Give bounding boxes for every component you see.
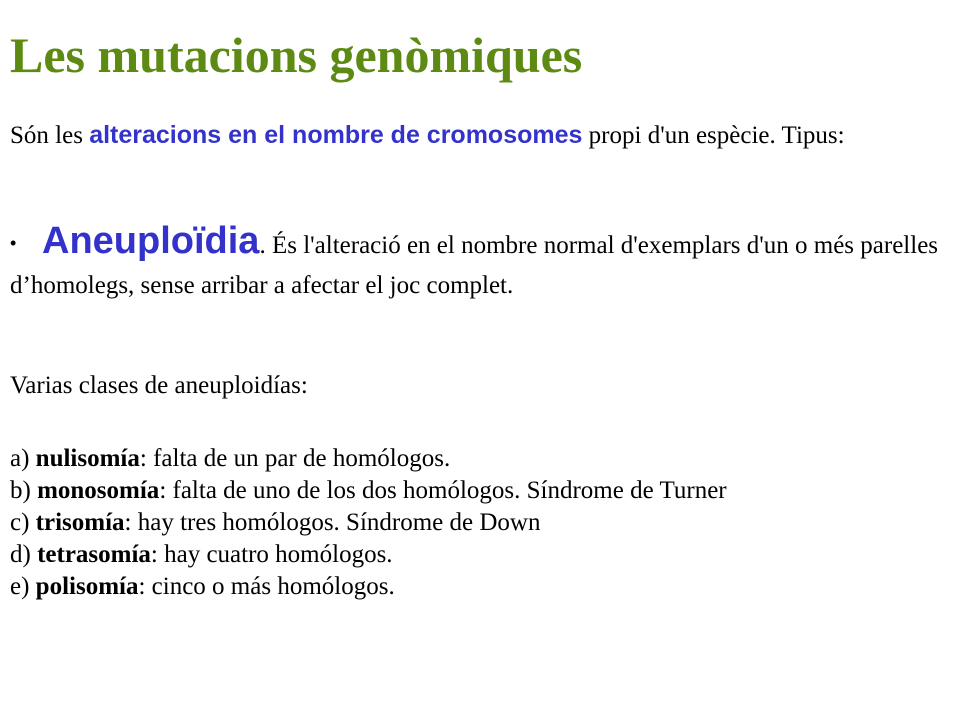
- list-item-letter: a): [10, 445, 36, 472]
- list-item: [10, 443, 955, 475]
- intro-paragraph: [10, 116, 950, 155]
- list-item-description: : falta de un par de homólogos.: [139, 445, 451, 472]
- list-item-term: polisomía: [35, 573, 139, 600]
- list-item-description: : falta de uno de los dos homólogos. Síndrome de Turner: [159, 477, 727, 504]
- list-item: [10, 507, 955, 539]
- slide-title: Les mutacions genòmiques: [10, 27, 583, 83]
- list-item-description: : hay tres homólogos. Síndrome de Down: [124, 509, 541, 536]
- list-item-letter: d): [10, 541, 38, 568]
- list-item-letter: c): [10, 509, 36, 536]
- list-item-letter: e): [10, 573, 36, 600]
- list-item-term: monosomía: [37, 477, 160, 504]
- list-item: [10, 475, 955, 507]
- aneuploidia-paragraph: [10, 221, 955, 306]
- intro-text-after: propi d'un espècie. Tipus:: [582, 122, 845, 149]
- list-item: [10, 539, 955, 571]
- list-item-letter: b): [10, 477, 38, 504]
- classes-heading: Varias clases de aneuploidías:: [10, 372, 308, 399]
- list-item-description: : hay cuatro homólogos.: [150, 541, 393, 568]
- intro-highlight: alteracions en el nombre de cromosomes: [89, 121, 583, 149]
- list-item-term: nulisomía: [35, 445, 140, 472]
- classes-list: [10, 443, 955, 603]
- list-item-term: trisomía: [35, 509, 125, 536]
- list-item: [10, 571, 955, 603]
- aneuploidia-term: Aneuploïdia: [42, 220, 260, 262]
- list-item-term: tetrasomía: [37, 541, 151, 568]
- intro-text-before: Són les: [10, 122, 90, 149]
- list-item-description: : cinco o más homólogos.: [138, 573, 395, 600]
- aneuploidia-definition: . És l'alteració en el nombre normal d'exemplars d'un o més parelles d’homolegs, sense arribar a afectar el joc complet.: [10, 232, 939, 299]
- bullet-icon: •: [10, 233, 17, 253]
